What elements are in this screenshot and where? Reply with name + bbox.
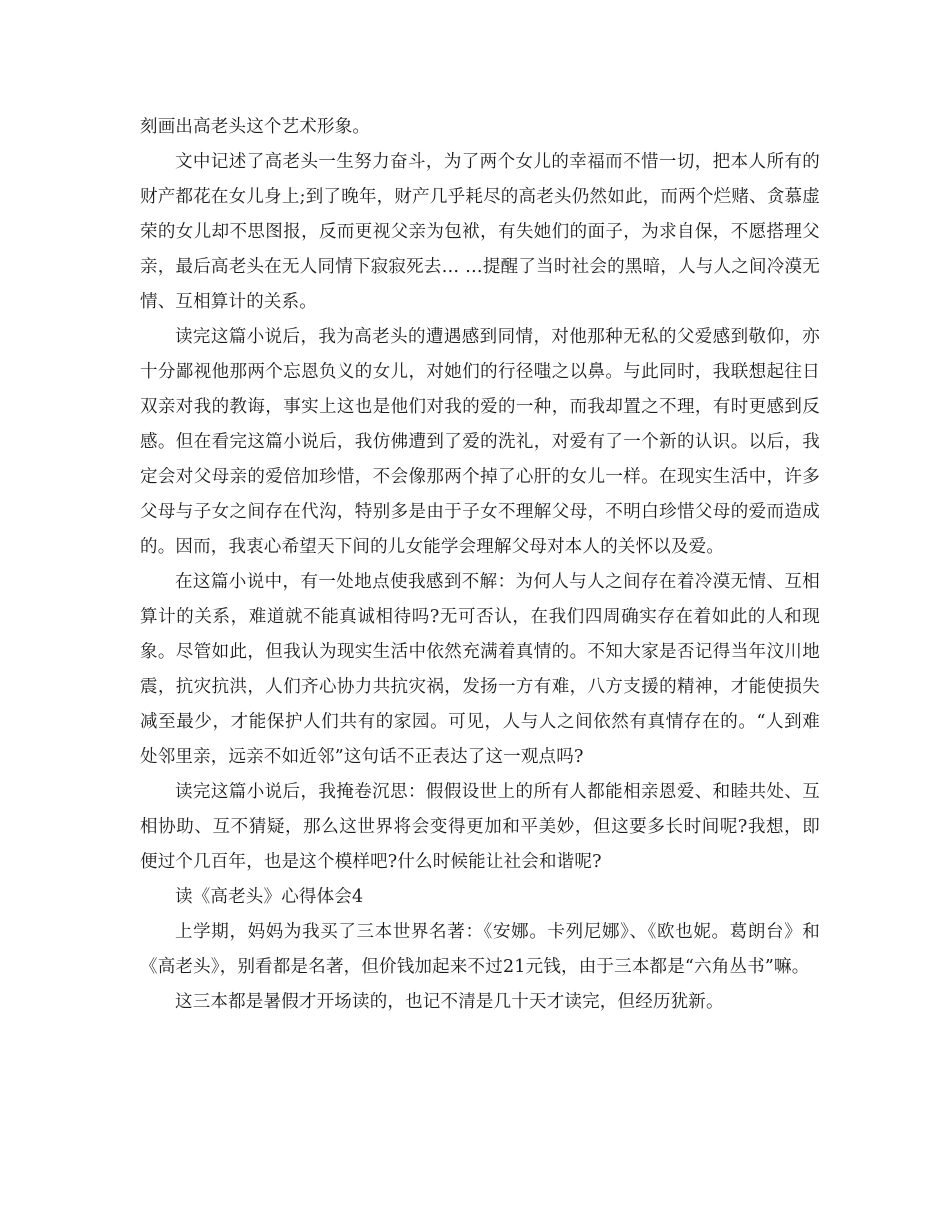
- paragraph-1: 刻画出高老头这个艺术形象。: [140, 117, 371, 137]
- paragraph-2: 文中记述了高老头一生努力奋斗，为了两个女儿的幸福而不惜一切，把本人所有的财产都花在女儿身上;到了晚年，财产几乎耗尽的高老头仍然如此，而两个烂赌、贪慕虚荣的女儿却不思图报，反而更视父亲为包袱，有失她们的面子，为求自保，不愿搭理父亲，最后高老头在无人同情下寂寂死去… …提醒了当时社会的黑暗，人与人之间冷漠无情、互相算计的关系。: [140, 152, 820, 312]
- paragraph-6: 上学期，妈妈为我买了三本世界名著：《安娜。卡列尼娜》、《欧也妮。葛朗台》和《高老头》，别看都是名著，但价钱加起来不过21元钱，由于三本都是“六角丛书”嘛。: [140, 922, 820, 977]
- paragraph-7: 这三本都是暑假才开场读的，也记不清是几十天才读完，但经历犹新。: [175, 992, 724, 1012]
- document-body: [140, 110, 820, 1020]
- paragraph-4: 在这篇小说中，有一处地点使我感到不解：为何人与人之间存在着冷漠无情、互相算计的关系，难道就不能真诚相待吗?无可否认，在我们四周确实存在着如此的人和现象。尽管如此，但我认为现实生活中依然充满着真情的。不知大家是否记得当年汶川地震，抗灾抗洪，人们齐心协力共抗灾祸，发扬一方有难，八方支援的精神，才能使损失减至最少，才能保护人们共有的家园。可见，人与人之间依然有真情存在的。“人到难处邻里亲，远亲不如近邻”这句话不正表达了这一观点吗?: [140, 572, 820, 767]
- paragraph-3: 读完这篇小说后，我为高老头的遭遇感到同情，对他那种无私的父爱感到敬仰，亦十分鄙视他那两个忘恩负义的女儿，对她们的行径嗤之以鼻。与此同时，我联想起往日双亲对我的教诲，事实上这也是他们对我的爱的一种，而我却置之不理，有时更感到反感。但在看完这篇小说后，我仿佛遭到了爱的洗礼，对爱有了一个新的认识。以后，我定会对父母亲的爱倍加珍惜，不会像那两个掉了心肝的女儿一样。在现实生活中，许多父母与子女之间存在代沟，特别多是由于子女不理解父母，不明白珍惜父母的爱而造成的。因而，我衷心希望天下间的儿女能学会理解父母对本人的关怀以及爱。: [140, 327, 820, 557]
- section-heading: 读《高老头》心得体会4: [175, 887, 364, 907]
- paragraph-5: 读完这篇小说后，我掩卷沉思：假假设世上的所有人都能相亲恩爱、和睦共处、互相协助、互不猜疑，那么这世界将会变得更加和平美妙，但这要多长时间呢?我想，即便过个几百年，也是这个模样吧?什么时候能让社会和谐呢?: [140, 782, 820, 872]
